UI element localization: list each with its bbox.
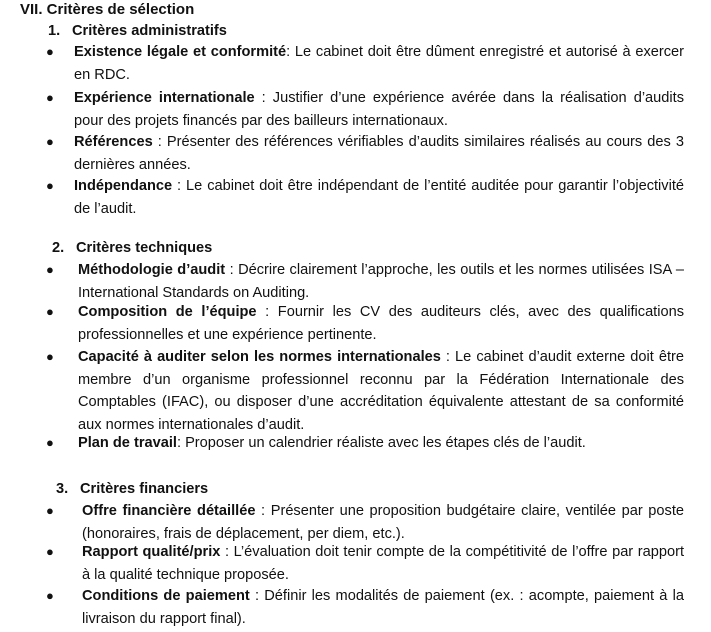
item-text: Présenter des références vérifiables d’audits similaires réalisés au cours des 3 dernières années. <box>74 134 684 173</box>
bullet-icon: ● <box>46 349 54 364</box>
subsection-heading <box>52 237 212 260</box>
subsection-number: 2. <box>52 240 65 256</box>
item-separator: : <box>172 178 187 194</box>
item-separator: : <box>286 44 295 60</box>
item-term: Composition de l’équipe <box>78 304 257 320</box>
subsection-number: 1. <box>48 23 61 39</box>
item-term: Capacité à auditer selon les normes internationales <box>78 349 441 365</box>
item-term: Offre financière détaillée <box>82 503 256 519</box>
item-separator: : <box>254 90 273 106</box>
bullet-icon: ● <box>46 134 54 149</box>
item-separator: : <box>225 262 239 278</box>
bullet-icon: ● <box>46 90 54 105</box>
item-separator: : <box>249 588 265 604</box>
bullet-icon: ● <box>46 262 54 277</box>
bullet-icon: ● <box>46 544 54 559</box>
item-term: Références <box>74 134 153 150</box>
item-text: Proposer un calendrier réaliste avec les étapes clés de l’audit. <box>185 435 586 451</box>
item-text: L’évaluation doit tenir compte de la compétitivité de l’offre par rapport à la qualité technique proposée. <box>82 544 684 583</box>
bullet-icon: ● <box>46 503 54 518</box>
item-term: Méthodologie d’audit <box>78 262 226 278</box>
item-term: Conditions de paiement <box>82 588 250 604</box>
item-text: Fournir les CV des auditeurs clés, avec des qualifications professionnelles et une expérience pertinente. <box>78 304 685 343</box>
item-separator: : <box>176 435 186 451</box>
item-separator: : <box>255 503 271 519</box>
item-term: Indépendance <box>74 178 173 194</box>
item-text: Justifier d’une expérience avérée dans la réalisation d’audits pour des projets financés par des bailleurs internationaux. <box>74 90 684 129</box>
bullet-icon: ● <box>46 435 54 450</box>
item-separator: : <box>256 304 278 320</box>
item-text: Le cabinet doit être indépendant de l’entité auditée pour garantir l’objectivité de l’audit. <box>74 178 684 217</box>
item-text: Le cabinet doit être dûment enregistré et autorisé à exercer en RDC. <box>74 44 684 83</box>
bullet-icon: ● <box>46 304 54 319</box>
subsection-title: Critères financiers <box>80 481 209 497</box>
item-term: Plan de travail <box>78 435 177 451</box>
subsection-heading <box>48 20 227 43</box>
item-separator: : <box>440 349 456 365</box>
item-term: Expérience internationale <box>74 90 255 106</box>
item-text: Présenter une proposition budgétaire claire, ventilée par poste (honoraires, frais de déplacement, per diem, etc.). <box>82 503 684 542</box>
item-text: Décrire clairement l’approche, les outils et les normes utilisées ISA – International Standards on Auditing. <box>78 262 685 301</box>
item-separator: : <box>220 544 234 560</box>
bullet-icon: ● <box>46 44 54 59</box>
item-text: Définir les modalités de paiement (ex. : acompte, paiement à la livraison du rapport final). <box>82 588 684 627</box>
subsection-title: Critères administratifs <box>72 23 227 39</box>
item-term: Existence légale et conformité <box>74 44 287 60</box>
item-separator: : <box>152 134 167 150</box>
subsection-title: Critères techniques <box>76 240 213 256</box>
subsection-heading <box>56 478 208 501</box>
bullet-icon: ● <box>46 178 54 193</box>
bullet-icon: ● <box>46 588 54 603</box>
item-text: Le cabinet d’audit externe doit être membre d’un organisme professionnel reconnu par la Fédération Internationale des Comptables (IFAC), ou disposer d’une accréditation équivalente attestant de sa conformité aux normes internationales d’audit. <box>78 349 684 433</box>
item-term: Rapport qualité/prix <box>82 544 221 560</box>
subsection-number: 3. <box>56 481 69 497</box>
section-title: VII. Critères de sélection <box>20 1 195 18</box>
